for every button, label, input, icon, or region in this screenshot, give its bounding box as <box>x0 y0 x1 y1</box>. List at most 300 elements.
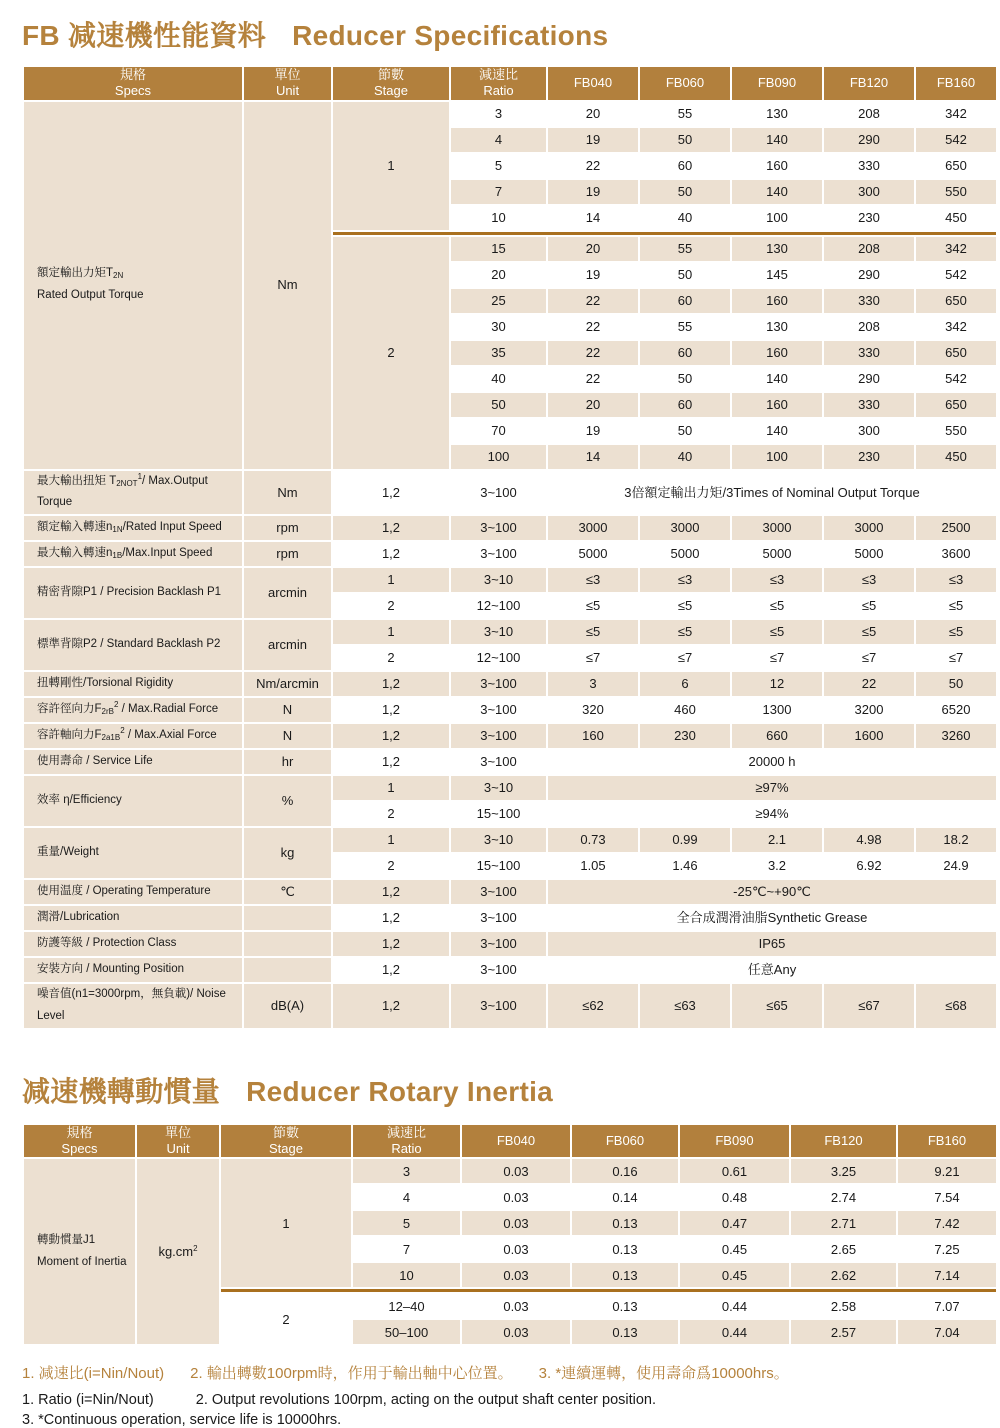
value-cell: ≤5 <box>548 594 638 618</box>
unit-cell: N <box>244 724 331 748</box>
ratio-cell: 4 <box>451 128 546 152</box>
value-cell: 2.1 <box>732 828 822 852</box>
spec-label-cell: 防護等級 / Protection Class <box>24 932 242 956</box>
spec-label-cell: 容許徑向力$F_{2rB}^2$ / Max.Radial Force <box>24 698 242 722</box>
ratio-cell: 35 <box>451 341 546 365</box>
table-row <box>24 906 996 930</box>
stage-cell: 1,2 <box>333 698 449 722</box>
value-span-cell: 3倍額定輸出力矩/3Times of Nominal Output Torque <box>548 471 996 515</box>
value-cell: ≤3 <box>732 568 822 592</box>
value-cell: 460 <box>640 698 730 722</box>
unit-cell: hr <box>244 750 331 774</box>
value-cell: 19 <box>548 180 638 204</box>
value-cell: 330 <box>824 341 914 365</box>
unit-cell <box>244 958 331 982</box>
value-cell: 3.25 <box>791 1159 896 1183</box>
value-cell: 14 <box>548 206 638 230</box>
value-cell: ≤7 <box>916 646 996 670</box>
value-cell: 300 <box>824 419 914 443</box>
unit-cell: rpm <box>244 516 331 540</box>
unit-cell: N <box>244 698 331 722</box>
table-row <box>24 568 996 592</box>
value-cell: 0.45 <box>680 1263 789 1287</box>
value-cell: ≤5 <box>640 620 730 644</box>
value-cell: 542 <box>916 128 996 152</box>
value-cell: 5000 <box>640 542 730 566</box>
ratio-cell: 12–40 <box>353 1294 460 1318</box>
page-title <box>22 14 978 54</box>
ratio-cell: 3~10 <box>451 776 546 800</box>
page-title-zh: FB 减速機性能資料 <box>22 20 267 51</box>
stage-cell: 2 <box>333 854 449 878</box>
column-header: FB120 <box>791 1125 896 1158</box>
value-cell: 650 <box>916 341 996 365</box>
unit-cell: Nm <box>244 102 331 469</box>
value-cell: 3000 <box>824 516 914 540</box>
value-cell: 9.21 <box>898 1159 996 1183</box>
footnote-item: 3. *連續運轉，使用壽命爲10000hrs。 <box>538 1365 789 1383</box>
value-cell: 22 <box>548 289 638 313</box>
column-header: FB040 <box>548 67 638 100</box>
ratio-cell: 12~100 <box>451 594 546 618</box>
stage-cell: 1,2 <box>333 516 449 540</box>
value-cell: 450 <box>916 445 996 469</box>
table-row <box>24 984 996 1028</box>
spec-label-cell: 潤滑/Lubrication <box>24 906 242 930</box>
stage-cell: 1,2 <box>333 542 449 566</box>
value-span-cell: -25℃~+90℃ <box>548 880 996 904</box>
value-cell: 0.16 <box>572 1159 678 1183</box>
value-cell: ≤63 <box>640 984 730 1028</box>
ratio-cell: 7 <box>451 180 546 204</box>
ratio-cell: 3~100 <box>451 880 546 904</box>
value-cell: ≤7 <box>732 646 822 670</box>
value-cell: 7.07 <box>898 1294 996 1318</box>
value-cell: 20 <box>548 393 638 417</box>
value-cell: 55 <box>640 102 730 126</box>
table-row <box>24 516 996 540</box>
table-row <box>24 958 996 982</box>
spec-label-cell: 最大輸入轉速$n_{1B}/Max.Input$ Speed <box>24 542 242 566</box>
unit-cell: arcmin <box>244 568 331 618</box>
value-cell: 230 <box>824 206 914 230</box>
value-cell: 7.54 <box>898 1185 996 1209</box>
value-cell: 342 <box>916 237 996 261</box>
value-cell: 0.44 <box>680 1294 789 1318</box>
value-cell: 230 <box>824 445 914 469</box>
value-cell: 12 <box>732 672 822 696</box>
value-cell: 3.2 <box>732 854 822 878</box>
value-span-cell: 任意Any <box>548 958 996 982</box>
value-cell: 650 <box>916 154 996 178</box>
value-cell: 160 <box>732 289 822 313</box>
stage-cell: 1,2 <box>333 471 449 515</box>
value-cell: 550 <box>916 180 996 204</box>
value-cell: 3 <box>548 672 638 696</box>
value-cell: 160 <box>732 154 822 178</box>
value-cell: 342 <box>916 315 996 339</box>
value-cell: 40 <box>640 206 730 230</box>
value-cell: 330 <box>824 289 914 313</box>
ratio-cell: 30 <box>451 315 546 339</box>
stage-cell: 1 <box>333 828 449 852</box>
value-cell: ≤68 <box>916 984 996 1028</box>
ratio-cell: 12~100 <box>451 646 546 670</box>
value-cell: 342 <box>916 102 996 126</box>
ratio-cell: 3~100 <box>451 958 546 982</box>
value-cell: 3600 <box>916 542 996 566</box>
column-header: FB060 <box>640 67 730 100</box>
value-cell: 22 <box>548 341 638 365</box>
stage-divider <box>333 232 996 235</box>
value-cell: 0.61 <box>680 1159 789 1183</box>
stage-cell: 2 <box>221 1294 351 1344</box>
stage-cell: 1,2 <box>333 750 449 774</box>
column-header: 規格 Specs <box>24 1125 135 1158</box>
footnote-line-zh <box>22 1362 978 1383</box>
value-cell: 0.03 <box>462 1211 570 1235</box>
value-cell: 2.58 <box>791 1294 896 1318</box>
value-cell: 160 <box>732 393 822 417</box>
value-cell: 3200 <box>824 698 914 722</box>
value-cell: 20 <box>548 237 638 261</box>
value-cell: 0.73 <box>548 828 638 852</box>
ratio-cell: 3~100 <box>451 516 546 540</box>
ratio-cell: 15~100 <box>451 854 546 878</box>
rotary-inertia-table <box>22 1123 998 1347</box>
value-cell: 0.03 <box>462 1294 570 1318</box>
value-cell: 1300 <box>732 698 822 722</box>
value-cell: 40 <box>640 445 730 469</box>
value-cell: 0.03 <box>462 1185 570 1209</box>
value-cell: 130 <box>732 237 822 261</box>
value-cell: 7.14 <box>898 1263 996 1287</box>
unit-cell: Nm/arcmin <box>244 672 331 696</box>
value-cell: 19 <box>548 419 638 443</box>
footnote-item: 2. 輸出轉數100rpm時，作用于輸出軸中心位置。 <box>190 1365 513 1383</box>
value-cell: 660 <box>732 724 822 748</box>
value-cell: 0.13 <box>572 1320 678 1344</box>
value-cell: 5000 <box>824 542 914 566</box>
ratio-cell: 3~100 <box>451 750 546 774</box>
value-cell: 208 <box>824 102 914 126</box>
value-cell: 1.46 <box>640 854 730 878</box>
ratio-cell: 20 <box>451 263 546 287</box>
stage-cell: 1,2 <box>333 932 449 956</box>
value-cell: 5000 <box>732 542 822 566</box>
table-row <box>24 1159 996 1183</box>
value-cell: 0.03 <box>462 1159 570 1183</box>
value-cell: 0.13 <box>572 1211 678 1235</box>
value-cell: 60 <box>640 341 730 365</box>
column-header: FB160 <box>916 67 996 100</box>
value-cell: 4.98 <box>824 828 914 852</box>
value-cell: ≤62 <box>548 984 638 1028</box>
spec-label-cell: 容許軸向力$F_{2a1B}^2$ / Max.Axial Force <box>24 724 242 748</box>
footnote-line-en2: 3. *Continuous operation, service life is 10000hrs. <box>22 1412 342 1428</box>
table-row <box>24 471 996 515</box>
footnote-item: 1. 减速比(i=Nin/Nout) <box>22 1365 165 1383</box>
stage-cell: 1 <box>333 102 449 230</box>
value-cell: ≤5 <box>824 620 914 644</box>
value-cell: 290 <box>824 367 914 391</box>
value-cell: 6 <box>640 672 730 696</box>
value-cell: 50 <box>640 419 730 443</box>
value-cell: 450 <box>916 206 996 230</box>
value-cell: ≤7 <box>640 646 730 670</box>
unit-cell: $kg.cm^2$ <box>137 1159 219 1344</box>
ratio-cell: 70 <box>451 419 546 443</box>
value-cell: 0.99 <box>640 828 730 852</box>
column-header: FB090 <box>680 1125 789 1158</box>
ratio-cell: 5 <box>353 1211 460 1235</box>
value-cell: 2500 <box>916 516 996 540</box>
value-cell: 140 <box>732 180 822 204</box>
value-cell: ≤65 <box>732 984 822 1028</box>
ratio-cell: 3~10 <box>451 828 546 852</box>
value-cell: 0.13 <box>572 1263 678 1287</box>
ratio-cell: 3~100 <box>451 698 546 722</box>
ratio-cell: 40 <box>451 367 546 391</box>
stage-cell: 1 <box>221 1159 351 1287</box>
ratio-cell: 10 <box>451 206 546 230</box>
table-row <box>24 880 996 904</box>
value-cell: 50 <box>640 180 730 204</box>
value-cell: ≤5 <box>732 620 822 644</box>
value-span-cell: IP65 <box>548 932 996 956</box>
value-cell: 2.62 <box>791 1263 896 1287</box>
stage-cell: 1,2 <box>333 880 449 904</box>
stage-cell: 1,2 <box>333 906 449 930</box>
value-cell: 230 <box>640 724 730 748</box>
value-cell: 0.14 <box>572 1185 678 1209</box>
value-cell: 14 <box>548 445 638 469</box>
value-cell: 140 <box>732 128 822 152</box>
ratio-cell: 3 <box>353 1159 460 1183</box>
value-cell: 50 <box>640 128 730 152</box>
value-cell: ≤3 <box>548 568 638 592</box>
stage-cell: 1,2 <box>333 724 449 748</box>
ratio-cell: 3~100 <box>451 471 546 515</box>
section-title-inertia <box>22 1070 978 1110</box>
column-header: FB090 <box>732 67 822 100</box>
stage-cell: 2 <box>333 594 449 618</box>
spec-label-cell: 精密背隙P1 / Precision Backlash P1 <box>24 568 242 618</box>
table-row <box>24 698 996 722</box>
value-cell: 3000 <box>732 516 822 540</box>
unit-cell: Nm <box>244 471 331 515</box>
ratio-cell: 3~100 <box>451 542 546 566</box>
value-cell: 6.92 <box>824 854 914 878</box>
column-header: 減速比 Ratio <box>353 1125 460 1158</box>
value-cell: 19 <box>548 263 638 287</box>
stage-cell: 2 <box>333 802 449 826</box>
value-cell: 22 <box>548 315 638 339</box>
value-cell: ≤7 <box>824 646 914 670</box>
value-cell: 130 <box>732 102 822 126</box>
value-cell: 0.03 <box>462 1320 570 1344</box>
value-cell: 100 <box>732 206 822 230</box>
value-cell: 18.2 <box>916 828 996 852</box>
table-row <box>24 776 996 800</box>
column-header: 節數 Stage <box>333 67 449 100</box>
spec-label-cell: 安裝方向 / Mounting Position <box>24 958 242 982</box>
reducer-specifications-table <box>22 65 998 1030</box>
value-cell: ≤3 <box>916 568 996 592</box>
table-row <box>24 828 996 852</box>
value-cell: 6520 <box>916 698 996 722</box>
value-cell: 50 <box>640 263 730 287</box>
value-cell: ≤5 <box>548 620 638 644</box>
unit-cell: dB(A) <box>244 984 331 1028</box>
footnote-item: 1. Ratio (i=Nin/Nout) <box>22 1392 154 1409</box>
value-cell: 130 <box>732 315 822 339</box>
value-cell: ≤5 <box>732 594 822 618</box>
ratio-cell: 3~100 <box>451 932 546 956</box>
spec-label-cell: 使用温度 / Operating Temperature <box>24 880 242 904</box>
value-cell: 542 <box>916 263 996 287</box>
spec-sheet-page <box>0 14 1000 1428</box>
value-cell: 0.13 <box>572 1237 678 1261</box>
value-cell: 550 <box>916 419 996 443</box>
ratio-cell: 10 <box>353 1263 460 1287</box>
value-span-cell: ≥94% <box>548 802 996 826</box>
ratio-cell: 3~100 <box>451 906 546 930</box>
table-row <box>24 750 996 774</box>
value-cell: 542 <box>916 367 996 391</box>
column-header: 單位 Unit <box>137 1125 219 1158</box>
ratio-cell: 100 <box>451 445 546 469</box>
stage-cell: 1 <box>333 568 449 592</box>
value-cell: 7.42 <box>898 1211 996 1235</box>
stage-divider <box>221 1289 996 1292</box>
value-cell: ≤5 <box>824 594 914 618</box>
value-cell: 140 <box>732 367 822 391</box>
value-cell: ≤3 <box>640 568 730 592</box>
column-header: 規格 Specs <box>24 67 242 100</box>
column-header: FB120 <box>824 67 914 100</box>
value-cell: 320 <box>548 698 638 722</box>
ratio-cell: 15~100 <box>451 802 546 826</box>
column-header: 單位 Unit <box>244 67 331 100</box>
stage-cell: 1 <box>333 620 449 644</box>
value-cell: 650 <box>916 289 996 313</box>
ratio-cell: 5 <box>451 154 546 178</box>
inertia-title-zh: 减速機轉動慣量 <box>22 1075 221 1107</box>
table-row <box>24 932 996 956</box>
spec-label-cell: 最大輸出扭矩 $T_{2NOT}^1/$ Max.Output Torque <box>24 471 242 515</box>
value-cell: 50 <box>640 367 730 391</box>
value-cell: 0.13 <box>572 1294 678 1318</box>
header-row <box>24 1125 996 1158</box>
spec-label-cell: 轉動慣量J1 Moment of Inertia <box>24 1159 135 1344</box>
value-cell: 7.25 <box>898 1237 996 1261</box>
ratio-cell: 25 <box>451 289 546 313</box>
value-cell: 2.65 <box>791 1237 896 1261</box>
value-cell: 0.44 <box>680 1320 789 1344</box>
value-cell: 0.48 <box>680 1185 789 1209</box>
ratio-cell: 15 <box>451 237 546 261</box>
unit-cell: ℃ <box>244 880 331 904</box>
unit-cell: % <box>244 776 331 826</box>
value-span-cell: 全合成潤滑油脂Synthetic Grease <box>548 906 996 930</box>
inertia-title-en: Reducer Rotary Inertia <box>246 1075 554 1107</box>
value-cell: ≤5 <box>916 594 996 618</box>
ratio-cell: 4 <box>353 1185 460 1209</box>
value-cell: 22 <box>548 154 638 178</box>
value-cell: 208 <box>824 237 914 261</box>
footnote-line-en1 <box>22 1392 978 1408</box>
value-cell: ≤5 <box>640 594 730 618</box>
value-cell: 22 <box>548 367 638 391</box>
value-cell: 0.45 <box>680 1237 789 1261</box>
column-header: FB160 <box>898 1125 996 1158</box>
value-cell: 60 <box>640 393 730 417</box>
table-row <box>24 724 996 748</box>
value-cell: 20 <box>548 102 638 126</box>
spec-label-cell: 使用壽命 / Service Life <box>24 750 242 774</box>
spec-label-cell: 額定輸入轉速$n_{1N}$/Rated Input Speed <box>24 516 242 540</box>
value-cell: 145 <box>732 263 822 287</box>
spec-label-cell: 額定輸出力矩$T_{2N}$ Rated Output Torque <box>24 102 242 469</box>
value-cell: 0.03 <box>462 1237 570 1261</box>
unit-cell: rpm <box>244 542 331 566</box>
value-cell: 140 <box>732 419 822 443</box>
page-title-en: Reducer Specifications <box>292 20 609 51</box>
value-span-cell: 20000 h <box>548 750 996 774</box>
ratio-cell: 3~100 <box>451 984 546 1028</box>
value-cell: 24.9 <box>916 854 996 878</box>
value-cell: 290 <box>824 128 914 152</box>
spec-label-cell: 效率 η/Efficiency <box>24 776 242 826</box>
value-cell: 100 <box>732 445 822 469</box>
column-header: FB040 <box>462 1125 570 1158</box>
value-cell: 1.05 <box>548 854 638 878</box>
stage-cell: 1 <box>333 776 449 800</box>
spec-label-cell: 重量/Weight <box>24 828 242 878</box>
column-header: 減速比 Ratio <box>451 67 546 100</box>
value-cell: 160 <box>732 341 822 365</box>
stage-cell: 1,2 <box>333 984 449 1028</box>
value-cell: ≤5 <box>916 620 996 644</box>
value-cell: 2.57 <box>791 1320 896 1344</box>
stage-cell: 1,2 <box>333 958 449 982</box>
column-header: 節數 Stage <box>221 1125 351 1158</box>
value-cell: ≤7 <box>548 646 638 670</box>
value-cell: 3000 <box>640 516 730 540</box>
stage-cell: 2 <box>333 646 449 670</box>
value-cell: 60 <box>640 289 730 313</box>
value-cell: 3260 <box>916 724 996 748</box>
header-row <box>24 67 996 100</box>
value-cell: 7.04 <box>898 1320 996 1344</box>
value-cell: 19 <box>548 128 638 152</box>
ratio-cell: 7 <box>353 1237 460 1261</box>
spec-label-cell: 扭轉剛性/Torsional Rigidity <box>24 672 242 696</box>
ratio-cell: 3~10 <box>451 568 546 592</box>
spec-label-cell: 噪音值(n1=3000rpm，無負載)/ Noise Level <box>24 984 242 1028</box>
value-cell: 3000 <box>548 516 638 540</box>
value-cell: 5000 <box>548 542 638 566</box>
ratio-cell: 3 <box>451 102 546 126</box>
ratio-cell: 3~10 <box>451 620 546 644</box>
value-cell: 55 <box>640 237 730 261</box>
ratio-cell: 3~100 <box>451 672 546 696</box>
stage-cell: 1,2 <box>333 672 449 696</box>
ratio-cell: 50 <box>451 393 546 417</box>
table-row <box>24 102 996 126</box>
value-cell: 50 <box>916 672 996 696</box>
